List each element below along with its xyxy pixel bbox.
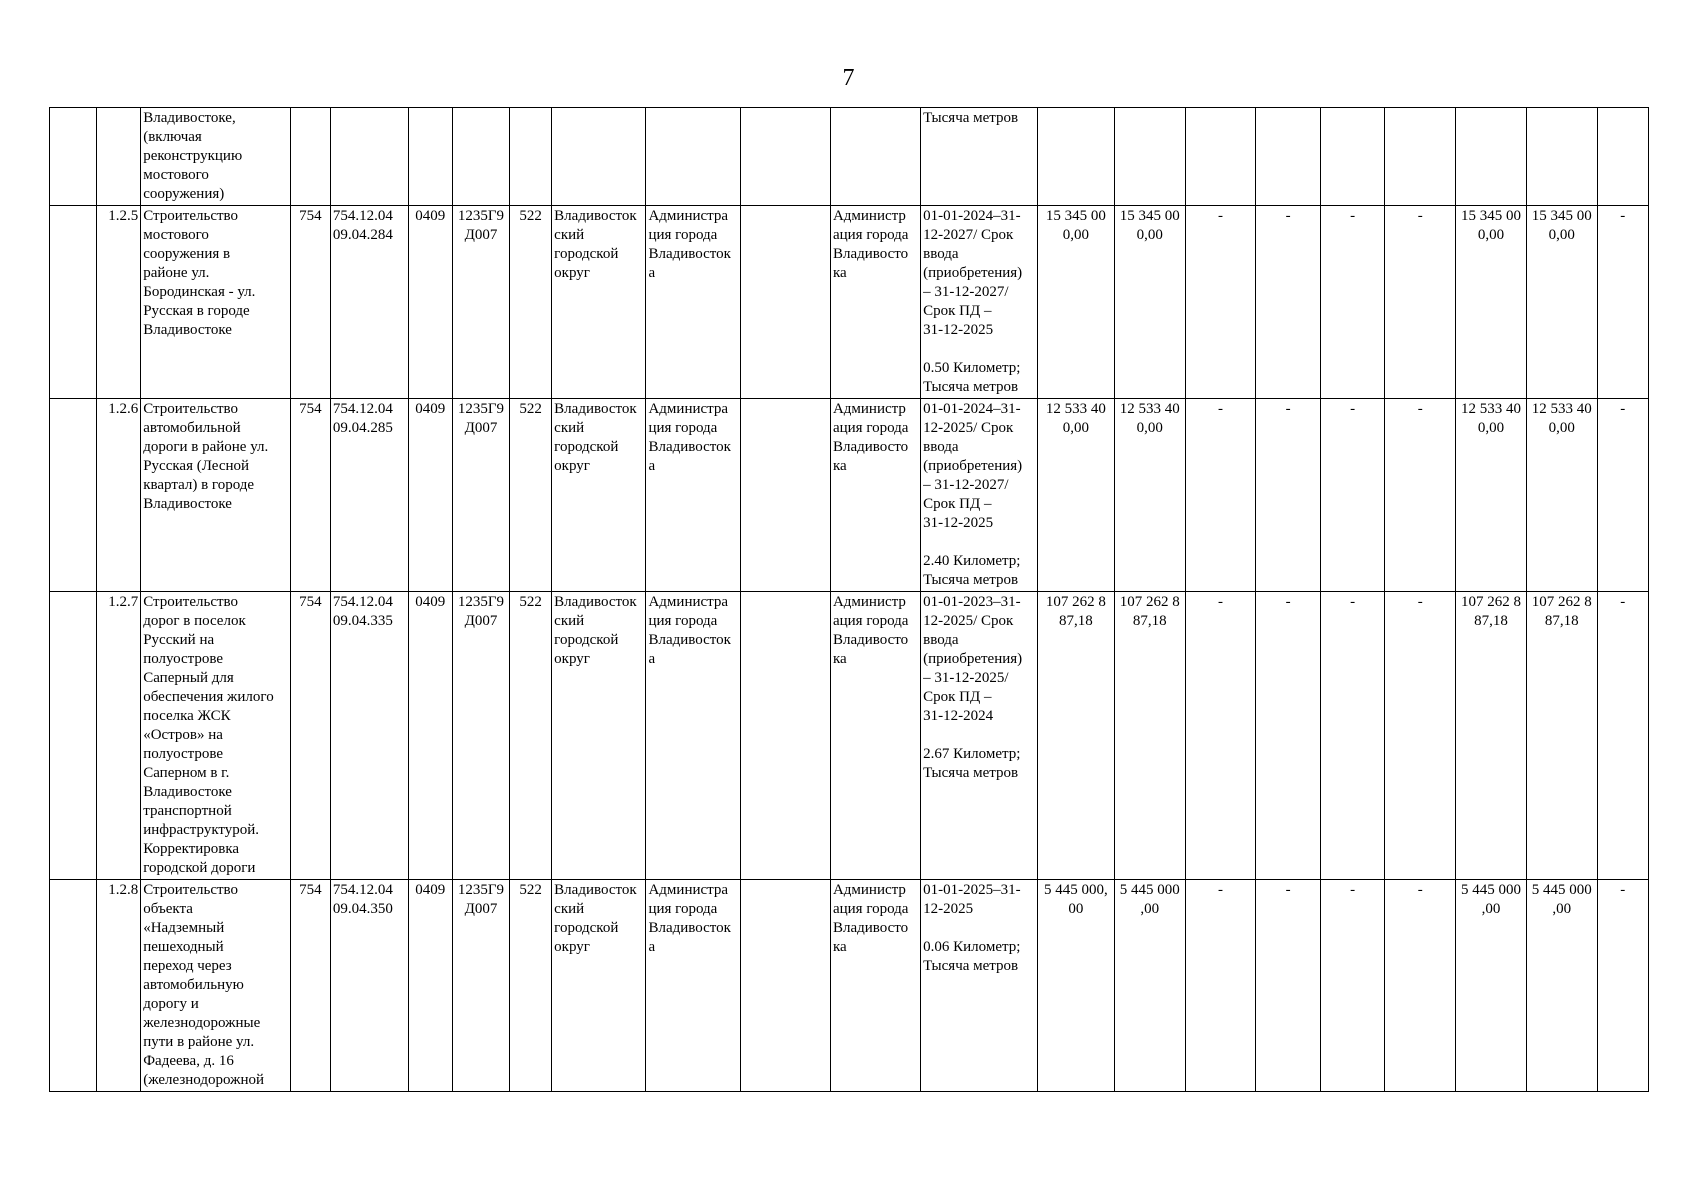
table-row <box>50 880 1649 1092</box>
value-7: 5 445 000 ,00 <box>1456 880 1527 1092</box>
section-code: 0409 <box>408 880 452 1092</box>
customer: Администра ция города Владивосток а <box>646 592 740 880</box>
section-code: 0409 <box>408 206 452 399</box>
empty-cell <box>50 108 97 206</box>
gr-code <box>290 108 330 206</box>
value-6: - <box>1385 880 1456 1092</box>
value-5: - <box>1320 592 1385 880</box>
value-3: - <box>1185 880 1256 1092</box>
value-2: 5 445 000 ,00 <box>1114 880 1185 1092</box>
item-number: 1.2.6 <box>97 399 141 592</box>
section-code: 0409 <box>408 592 452 880</box>
territory: Владивосток ский городской округ <box>552 592 646 880</box>
expense-type <box>510 108 552 206</box>
value-9: - <box>1597 399 1648 592</box>
target-article: 1235Г9 Д007 <box>452 880 509 1092</box>
expense-type: 522 <box>510 206 552 399</box>
territory: Владивосток ский городской округ <box>552 880 646 1092</box>
section-code: 0409 <box>408 399 452 592</box>
value-8: 5 445 000 ,00 <box>1526 880 1597 1092</box>
blank-column <box>740 592 830 880</box>
object-name: Строительство объекта «Надземный пешеходный переход через автомобильную дорогу и железнодорожные пути в районе ул. Фадеева, д. 16 (железнодорожной <box>141 880 291 1092</box>
executor: Администр ация города Владивосто ка <box>830 399 920 592</box>
value-4: - <box>1256 399 1321 592</box>
empty-cell <box>50 399 97 592</box>
gr-code: 754 <box>290 399 330 592</box>
object-code: 754.12.04 09.04.335 <box>330 592 408 880</box>
period-capacity: 01-01-2024–31- 12-2027/ Срок ввода (приобретения) – 31-12-2027/ Срок ПД – 31-12-2025 0.50 Километр; Тысяча метров <box>921 206 1038 399</box>
table-row <box>50 399 1649 592</box>
territory: Владивосток ский городской округ <box>552 399 646 592</box>
value-8: 15 345 00 0,00 <box>1526 206 1597 399</box>
item-number: 1.2.7 <box>97 592 141 880</box>
empty-cell <box>50 206 97 399</box>
item-number: 1.2.5 <box>97 206 141 399</box>
value-3: - <box>1185 399 1256 592</box>
value-2: 15 345 00 0,00 <box>1114 206 1185 399</box>
page-number: 7 <box>842 65 855 91</box>
empty-cell <box>50 880 97 1092</box>
target-article <box>452 108 509 206</box>
object-code <box>330 108 408 206</box>
value-9 <box>1597 108 1648 206</box>
object-code: 754.12.04 09.04.285 <box>330 399 408 592</box>
item-number <box>97 108 141 206</box>
value-7: 12 533 40 0,00 <box>1456 399 1527 592</box>
value-5: - <box>1320 399 1385 592</box>
table-row <box>50 108 1649 206</box>
section-code <box>408 108 452 206</box>
value-8 <box>1526 108 1597 206</box>
value-4 <box>1256 108 1321 206</box>
customer: Администра ция города Владивосток а <box>646 880 740 1092</box>
blank-column <box>740 206 830 399</box>
value-4: - <box>1256 592 1321 880</box>
target-article: 1235Г9 Д007 <box>452 592 509 880</box>
value-2: 107 262 8 87,18 <box>1114 592 1185 880</box>
empty-cell <box>50 592 97 880</box>
blank-column <box>740 399 830 592</box>
territory <box>552 108 646 206</box>
period-capacity: 01-01-2025–31- 12-2025 0.06 Километр; Тысяча метров <box>921 880 1038 1092</box>
territory: Владивосток ский городской округ <box>552 206 646 399</box>
object-code: 754.12.04 09.04.284 <box>330 206 408 399</box>
table-row <box>50 592 1649 880</box>
value-5: - <box>1320 880 1385 1092</box>
value-6: - <box>1385 206 1456 399</box>
value-4: - <box>1256 206 1321 399</box>
period-capacity: 01-01-2023–31- 12-2025/ Срок ввода (приобретения) – 31-12-2025/ Срок ПД – 31-12-2024 2.67 Километр; Тысяча метров <box>921 592 1038 880</box>
customer: Администра ция города Владивосток а <box>646 399 740 592</box>
value-3 <box>1185 108 1256 206</box>
target-article: 1235Г9 Д007 <box>452 399 509 592</box>
executor: Администр ация города Владивосто ка <box>830 592 920 880</box>
table-row <box>50 206 1649 399</box>
value-5 <box>1320 108 1385 206</box>
value-1: 107 262 8 87,18 <box>1037 592 1114 880</box>
customer <box>646 108 740 206</box>
value-6: - <box>1385 399 1456 592</box>
value-7 <box>1456 108 1527 206</box>
executor: Администр ация города Владивосто ка <box>830 206 920 399</box>
value-5: - <box>1320 206 1385 399</box>
value-9: - <box>1597 206 1648 399</box>
customer: Администра ция города Владивосток а <box>646 206 740 399</box>
object-name: Владивостоке, (включая реконструкцию мостового сооружения) <box>141 108 291 206</box>
value-8: 107 262 8 87,18 <box>1526 592 1597 880</box>
gr-code: 754 <box>290 592 330 880</box>
blank-column <box>740 880 830 1092</box>
gr-code: 754 <box>290 206 330 399</box>
value-3: - <box>1185 592 1256 880</box>
value-7: 15 345 00 0,00 <box>1456 206 1527 399</box>
value-6 <box>1385 108 1456 206</box>
value-7: 107 262 8 87,18 <box>1456 592 1527 880</box>
executor <box>830 108 920 206</box>
executor: Администр ация города Владивосто ка <box>830 880 920 1092</box>
value-6: - <box>1385 592 1456 880</box>
value-2: 12 533 40 0,00 <box>1114 399 1185 592</box>
value-1: 15 345 00 0,00 <box>1037 206 1114 399</box>
object-code: 754.12.04 09.04.350 <box>330 880 408 1092</box>
expense-type: 522 <box>510 592 552 880</box>
value-3: - <box>1185 206 1256 399</box>
value-1: 12 533 40 0,00 <box>1037 399 1114 592</box>
object-name: Строительство дорог в поселок Русский на полуострове Саперный для обеспечения жилого поселка ЖСК «Остров» на полуострове Саперном в г. Владивостоке транспортной инфраструктурой. Корректировка городской дороги <box>141 592 291 880</box>
value-8: 12 533 40 0,00 <box>1526 399 1597 592</box>
value-2 <box>1114 108 1185 206</box>
gr-code: 754 <box>290 880 330 1092</box>
program-table <box>49 107 1649 1092</box>
value-1: 5 445 000, 00 <box>1037 880 1114 1092</box>
period-capacity: 01-01-2024–31- 12-2025/ Срок ввода (приобретения) – 31-12-2027/ Срок ПД – 31-12-2025 2.40 Километр; Тысяча метров <box>921 399 1038 592</box>
item-number: 1.2.8 <box>97 880 141 1092</box>
blank-column <box>740 108 830 206</box>
object-name: Строительство мостового сооружения в районе ул. Бородинская - ул. Русская в городе Владивостоке <box>141 206 291 399</box>
value-4: - <box>1256 880 1321 1092</box>
value-1 <box>1037 108 1114 206</box>
period-capacity: Тысяча метров <box>921 108 1038 206</box>
target-article: 1235Г9 Д007 <box>452 206 509 399</box>
value-9: - <box>1597 880 1648 1092</box>
object-name: Строительство автомобильной дороги в районе ул. Русская (Лесной квартал) в городе Владивостоке <box>141 399 291 592</box>
expense-type: 522 <box>510 880 552 1092</box>
expense-type: 522 <box>510 399 552 592</box>
value-9: - <box>1597 592 1648 880</box>
